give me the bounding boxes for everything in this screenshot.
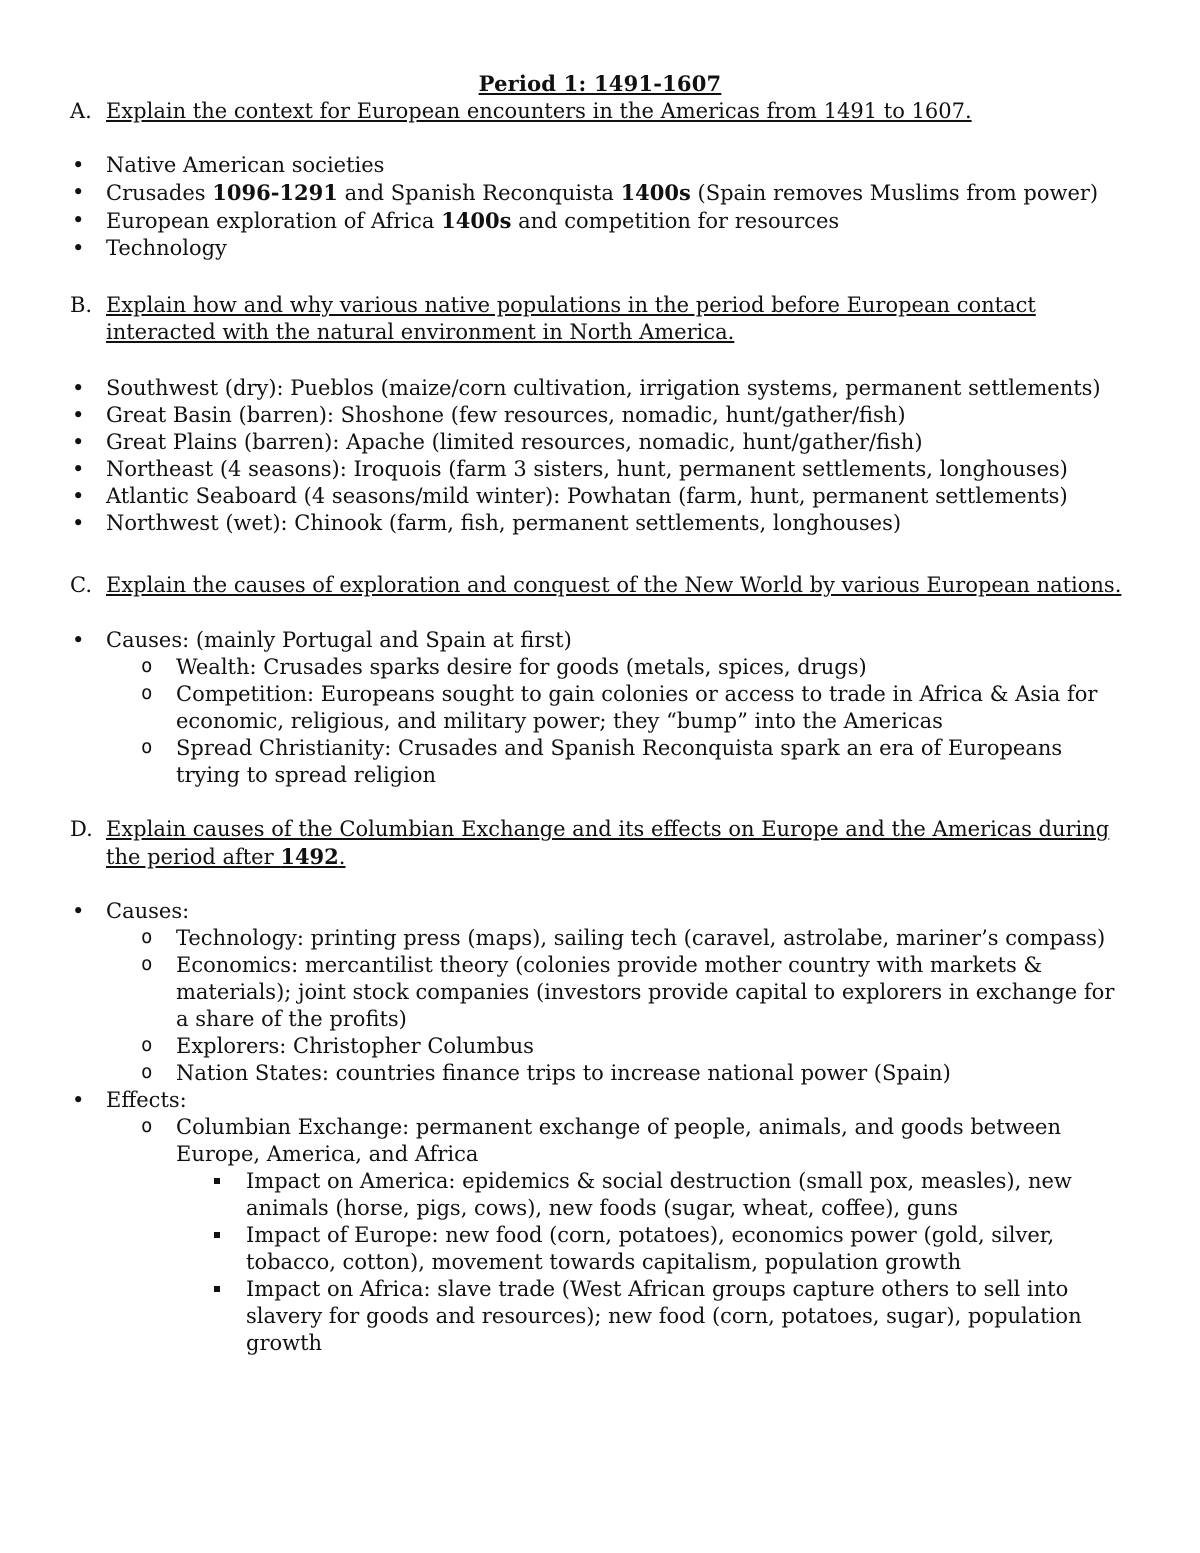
section-a-list: [70, 152, 1130, 262]
section-heading-text: Explain the context for European encounters in the Americas from 1491 to 1607.: [106, 99, 972, 123]
section-heading-text: Explain how and why various native populations in the period before European contact interacted with the natural environment in North America.: [106, 293, 1036, 344]
sub-list: [106, 1114, 1130, 1357]
list-item: • Northeast (4 seasons): Iroquois (farm 3 sisters, hunt, permanent settlements, longhouses): [70, 456, 1130, 483]
sub-list-item: o Spread Christianity: Crusades and Spanish Reconquista spark an era of Europeans trying to spread religion: [106, 735, 1130, 789]
sub-sub-list-item: Impact of Europe: new food (corn, potatoes), economics power (gold, silver, tobacco, cotton), movement towards capitalism, population growth: [176, 1222, 1130, 1276]
list-item: [70, 627, 1130, 789]
list-item: [70, 1087, 1130, 1357]
page-title: Period 1: 1491-1607: [478, 71, 722, 96]
section-letter: C.: [70, 573, 92, 597]
sub-list-item: o Columbian Exchange: permanent exchange of people, animals, and goods between Europe, America, and Africa Impact on America: epidemics & social destruction (small pox, measles), new animals (horse, pigs, cows), new foods (sugar, wheat, coffee), guns Impact of Europe: new food (corn, potatoes), economics power (gold, silver, tobacco, cotton), movement towards capitalism, population growth Impact on Africa: slave trade (West African groups capture others to sell into slavery for goods and resources); new food (corn, potatoes, sugar), population growth: [106, 1114, 1130, 1357]
list-item: • Atlantic Seaboard (4 seasons/mild winter): Powhatan (farm, hunt, permanent settlements): [70, 483, 1130, 510]
list-item: • Native American societies: [70, 152, 1130, 179]
list-item: • Great Basin (barren): Shoshone (few resources, nomadic, hunt/gather/fish): [70, 402, 1130, 429]
sub-list: [106, 654, 1130, 789]
list-item: • Great Plains (barren): Apache (limited resources, nomadic, hunt/gather/fish): [70, 429, 1130, 456]
sub-list-item: o Wealth: Crusades sparks desire for goods (metals, spices, drugs): [106, 654, 1130, 681]
causes-label: Causes: (mainly Portugal and Spain at first): [106, 628, 572, 652]
sub-sub-list-item: Impact on Africa: slave trade (West African groups capture others to sell into slavery for goods and resources); new food (corn, potatoes, sugar), population growth: [176, 1276, 1130, 1357]
list-item: • Northwest (wet): Chinook (farm, fish, permanent settlements, longhouses): [70, 510, 1130, 537]
sub-sub-list: [176, 1168, 1130, 1357]
list-item: • Southwest (dry): Pueblos (maize/corn cultivation, irrigation systems, permanent settlements): [70, 375, 1130, 402]
section-d-list: [70, 898, 1130, 1357]
section-heading-text: Explain the causes of exploration and conquest of the New World by various European nations.: [106, 573, 1122, 597]
effects-label: Effects:: [106, 1088, 187, 1112]
sub-list-item: o Technology: printing press (maps), sailing tech (caravel, astrolabe, mariner’s compass): [106, 925, 1130, 952]
sub-list-item: o Explorers: Christopher Columbus: [106, 1033, 1130, 1060]
section-c-list: [70, 627, 1130, 789]
sub-sub-list-item: Impact on America: epidemics & social destruction (small pox, measles), new animals (horse, pigs, cows), new foods (sugar, wheat, coffee), guns: [176, 1168, 1130, 1222]
section-heading-text: Explain causes of the Columbian Exchange and its effects on Europe and the Americas during the period after 1492.: [106, 817, 1110, 869]
list-item: [70, 898, 1130, 1087]
section-b-list: [70, 375, 1130, 537]
sub-list-item: o Economics: mercantilist theory (colonies provide mother country with markets & materials); joint stock companies (investors provide capital to explorers in exchange for a share of the profits): [106, 952, 1130, 1033]
list-item: • Crusades 1096-1291 and Spanish Reconquista 1400s (Spain removes Muslims from power): [70, 179, 1130, 207]
section-letter: B.: [70, 293, 93, 317]
list-item: • European exploration of Africa 1400s and competition for resources: [70, 207, 1130, 235]
sub-list-item: o Nation States: countries finance trips to increase national power (Spain): [106, 1060, 1130, 1087]
sub-list: [106, 925, 1130, 1087]
list-item: • Technology: [70, 235, 1130, 262]
sub-list-item: o Competition: Europeans sought to gain colonies or access to trade in Africa & Asia for economic, religious, and military power; they “bump” into the Americas: [106, 681, 1130, 735]
section-letter: A.: [70, 99, 92, 123]
causes-label: Causes:: [106, 899, 190, 923]
section-letter: D.: [70, 817, 93, 841]
